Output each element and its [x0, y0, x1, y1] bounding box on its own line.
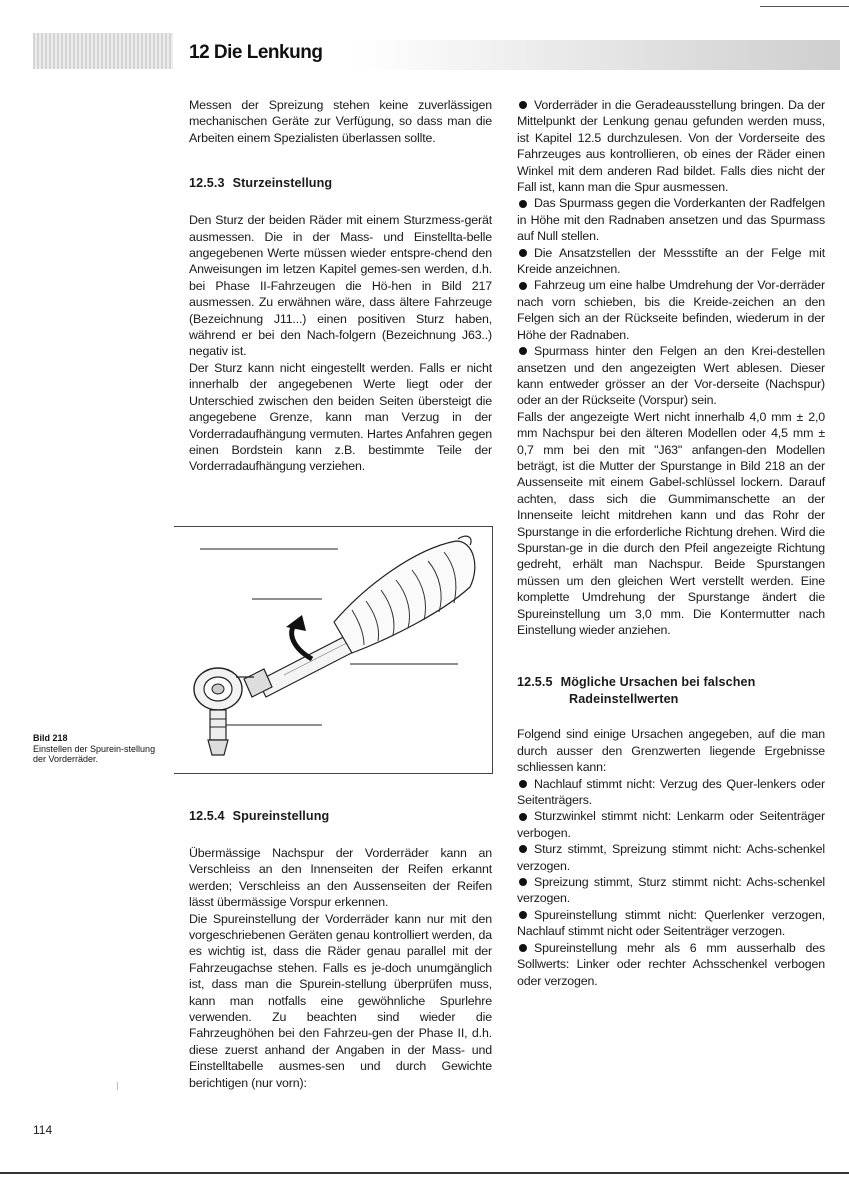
cause-item: Sturz stimmt, Spreizung stimmt nicht: Achs-schenkel verzogen. [517, 842, 825, 873]
section-title-line1: Mögliche Ursachen bei falschen [560, 675, 756, 690]
page-number: 114 [33, 1123, 53, 1137]
adjustment-paragraph: Falls der angezeigte Wert nicht innerhalb 4,0 mm ± 2,0 mm Nachspur bei den älteren Modellen oder 4,5 mm ± 0,7 mm bei den mit "J63" anfangen-den Modellen beträgt, ist die Mutter der Spurstange in Bild 218 an der Aussenseite mit einem Gabel-schlüssel lockern. Darauf achten, dass sich die Gummimanschette an der Innenseite leicht mitdrehen kann und das Rohr der Spurstange in die erforderliche Richtung drehen. Wird die Spurstan-ge in die durch den Pfeil angezeigte Richtung gedreht, erhält man Nachspur. Beide Spurstangen müssen um den gleichen Wert verstellt werden. Eine komplette Umdrehung der Spurstange ändert die Spureinstellung um 3,0 mm. Die Kontermutter nach Einstellung wieder anziehen. [517, 409, 825, 637]
causes-intro: Folgend sind einige Ursachen angegeben, auf die man durch ausser den Grenzwerten liegende Ergebnisse schliessen kann: [517, 727, 825, 775]
sturz-paragraph-2: Der Sturz kann nicht eingestellt werden. Falls er nicht innerhalb der angegebenen Werte liegt oder der Unterschied zwischen den beiden Seiten übersteigt die angegebene Grenze, kann man Verzug in der Vorderradaufhängung vermuten. Hartes Anfahren gegen einen Bordstein kann z.B. bestimmte Teile der Vorderradaufhängung verziehen. [189, 360, 492, 474]
sturz-paragraph-1: Den Sturz der beiden Räder mit einem Sturzmess-gerät ausmessen. Die in der Mass- und Einstellta-belle angegebenen Werte müssen wieder entspre-chend den Anweisungen im letzen Kapitel gemes-sen werden, d.h. bei Phase II-Fahrzeugen die Hö-hen in Bild 217 ausmessen. Zu erwähnen wäre, dass ältere Fahrzeuge (Bezeichnung J11...) einen positiven Sturz haben, während er bei den Nach-folgern (Bezeichnung J63..) negativ ist. [189, 213, 492, 359]
section-12-5-4-heading [189, 808, 492, 825]
section-title-line2: Radeinstellwerten [569, 692, 679, 707]
bullet-icon [519, 813, 527, 821]
section-number: 12.5.4 [189, 809, 225, 823]
bullet-icon [519, 780, 527, 788]
section-12-5-5-heading [517, 674, 825, 708]
bottom-rule [0, 1172, 849, 1174]
bullet-icon [519, 845, 527, 853]
section-title: Sturzeinstellung [232, 176, 333, 191]
spur-paragraph-2: Die Spureinstellung der Vorderräder kann nur mit den vorgeschriebenen Geräten genau kontrolliert werden, da es wichtig ist, dass die Räder genau parallel mit der Fahrzeugachse stehen. Falls es je-doch unumgänglich ist, dass man die Spurein-stellung überprüfen muss, kann man notfalls eine gewöhnliche Spurlehre verwenden. Zu beachten sind wieder die Fahrzeughöhen bei den Fahrzeu-gen der Phase II, d.h. diese zuerst anhand der Angaben in der Mass- und Einstelltabelle ausmes-sen und durch Gewichte berichtigen (nur vorn): [189, 911, 492, 1090]
bullet-icon [519, 101, 527, 109]
cause-item: Spreizung stimmt, Sturz stimmt nicht: Achs-schenkel verzogen. [517, 875, 825, 906]
bullet-item: Das Spurmass gegen die Vorderkanten der Radfelgen in Höhe mit den Radnaben ansetzen und das Spurmass auf Null stellen. [517, 196, 825, 244]
bullet-icon [519, 282, 527, 290]
section-number: 12.5.5 [517, 675, 553, 690]
top-rule [760, 6, 849, 7]
cause-item: Nachlauf stimmt nicht: Verzug des Quer-lenkers oder Seitenträgers. [517, 776, 825, 808]
bullet-item: Die Ansatzstellen der Messstifte an der Felge mit Kreide anzeichnen. [517, 245, 825, 277]
header-band-left [33, 33, 173, 69]
tie-rod-illustration [174, 527, 492, 773]
bullet-icon [519, 249, 527, 257]
chapter-title: 12 Die Lenkung [189, 42, 323, 63]
spur-paragraph-1: Übermässige Nachspur der Vorderräder kann an Verschleiss an den Innenseiten der Reifen erkannt werden; Verschleiss an den Aussenseiten der Reifen lässt übermässige Vorspur erkennen. [189, 846, 492, 910]
figure-218 [174, 526, 493, 774]
cause-item: Sturzwinkel stimmt nicht: Lenkarm oder Seitenträger verbogen. [517, 809, 825, 840]
figure-caption [33, 733, 163, 765]
intro-paragraph: Messen der Spreizung stehen keine zuverlässigen mechanischen Geräte zur Verfügung, so dass man die Arbeiten einem Spezialisten überlassen sollte. [189, 98, 492, 145]
margin-mark [117, 1082, 118, 1090]
right-column [517, 97, 825, 989]
bullet-item: Vorderräder in die Geradeausstellung bringen. Da der Mittelpunkt der Lenkung genau gefunden werden muss, ist Kapitel 12.5 durchzulesen. Von der Vorderseite des Fahrzeuges aus kontrollieren, ob eines der Räder einen Winkel mit dem anderen Rad bildet. Falls dies nicht der Fall ist, kann man die Spur ausmessen. [517, 98, 825, 195]
left-column-top [189, 97, 492, 475]
header-band-right [355, 40, 840, 70]
cause-item: Spureinstellung stimmt nicht: Querlenker verzogen, Nachlauf stimmt nicht oder Seitenträger verzogen. [517, 907, 825, 939]
left-column-bottom [189, 808, 492, 1091]
caption-text: Einstellen der Spurein-stellung der Vorderräder. [33, 743, 156, 764]
bullet-item: Spurmass hinter den Felgen an den Krei-destellen ansetzen und den angezeigten Wert ablesen. Dieser kann entweder grösser an der Vor-derseite (Nachspur) oder an der Rückseite (Vorspur) sein. [517, 344, 825, 408]
cause-item: Spureinstellung mehr als 6 mm ausserhalb des Sollwerts: Linker oder rechter Achsschenkel verbogen oder verzogen. [517, 940, 825, 988]
bullet-icon [519, 878, 527, 886]
bullet-icon [519, 944, 527, 952]
bullet-item: Fahrzeug um eine halbe Umdrehung der Vor-derräder nach vorn schieben, bis die Kreide-zeichen an den Felgen sich an der Rückseite befinden, wiederum in der Höhe der Radnaben. [517, 278, 825, 342]
bullet-icon [519, 911, 527, 919]
section-title: Spureinstellung [232, 809, 330, 823]
section-12-5-3-heading [189, 175, 492, 192]
section-number: 12.5.3 [189, 176, 225, 191]
caption-title: Bild 218 [33, 733, 68, 743]
bullet-icon [519, 347, 527, 355]
bullet-icon [519, 200, 527, 208]
